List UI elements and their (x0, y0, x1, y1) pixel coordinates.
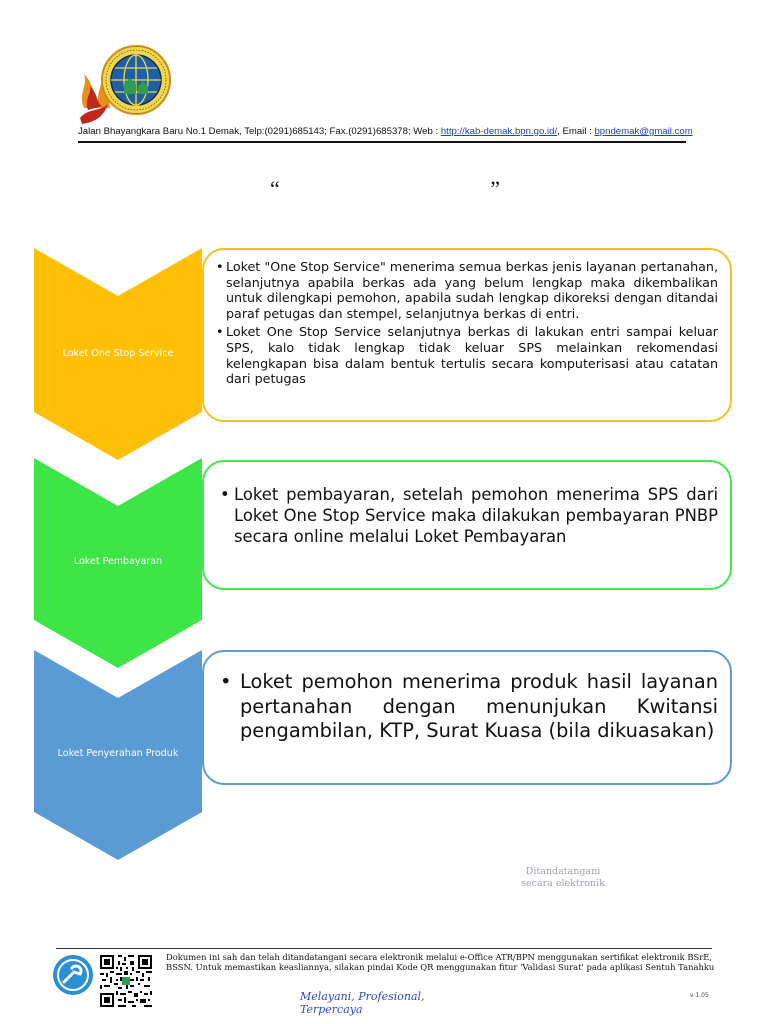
footer-tagline: Melayani, Profesional, Terpercaya (300, 990, 425, 1016)
step-1-bullet-2: • Loket One Stop Service selanjutnya berkas di lakukan entri sampai keluar SPS, kalo tidak lengkap tidak keluar SPS melainkan rekomendasi kelengkapan bisa dalam bentuk tertulis secara komputerisasi atau catatan dari petugas (214, 324, 718, 386)
step-2-bullet-1: • Loket pembayaran, setelah pemohon menerima SPS dari Loket One Stop Service maka dilakukan pembayaran PNBP secara online melalui Loket Pembayaran (218, 484, 718, 547)
qr-code-icon[interactable] (100, 955, 152, 1007)
footer-disclaimer: Dokumen ini sah dan telah ditandatangani secara elektronik melalui e-Office ATR/BPN menggunakan sertifikat elektronik BSrE, BSSN. Untuk memastikan keasliannya, silakan pindai Kode QR menggunakan fitur 'Validasi Surat' pada aplikasi Sentuh Tanahku (166, 952, 715, 972)
header-divider (78, 141, 686, 143)
bsre-logo-icon (52, 954, 94, 996)
open-quote: “ (270, 176, 280, 201)
step-box-pembayaran (202, 460, 732, 590)
email-link[interactable]: bpndemak@gmail.com (594, 126, 693, 137)
step-box-penyerahan-produk (202, 650, 732, 785)
step-label-pembayaran: Loket Pembayaran (73, 556, 163, 567)
step-box-one-stop-service (202, 248, 732, 422)
website-link[interactable]: http://kab-demak.bpn.go.id/ (440, 126, 558, 137)
title-quotes (270, 176, 500, 200)
atr-bpn-logo-icon (74, 38, 178, 132)
close-quote: ” (490, 176, 500, 201)
email-label: , Email : (557, 126, 595, 137)
header-address (78, 126, 738, 137)
step-label-one-stop-service: Loket One Stop Service (62, 348, 174, 359)
step-3-bullet-1: • Loket pemohon menerima produk hasil layanan pertanahan dengan menunjukan Kwitansi pengambilan, KTP, Surat Kuasa (bila dikuasakan) (218, 670, 718, 744)
signature-line-2: secara elektronik (521, 878, 605, 889)
step-1-bullet-1: • Loket "One Stop Service" menerima semua berkas jenis layanan pertanahan, selanjutnya apabila berkas ada yang belum lengkap maka dikembalikan untuk dilengkapi pemohon, apabila sudah lengkap dikoreksi dengan ditandai paraf petugas dan stempel, selanjutnya berkas di entri. (214, 259, 718, 321)
address-text: Jalan Bhayangkara Baru No.1 Demak, Telp:(0291)685143; Fax.(0291)685378; Web : (78, 126, 441, 137)
version-label: v 1.05 (690, 992, 709, 999)
step-label-penyerahan-produk: Loket Penyerahan Produk (57, 748, 179, 759)
electronic-signature-note (500, 866, 626, 890)
signature-line-1: Ditandatangani (525, 866, 601, 877)
footer-divider (56, 948, 712, 949)
